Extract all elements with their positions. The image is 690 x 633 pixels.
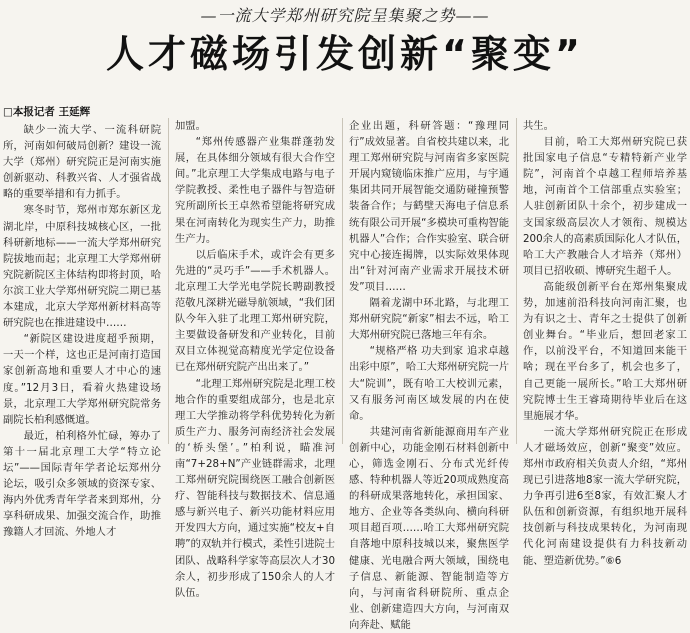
paragraph: 寒冬时节，郑州市郑东新区龙湖北岸，中原科技城核心区，一批科研新地标——一流大学郑州研究院拔地而起；北京理工大学郑州研究院新院区主体结构即将封顶，哈尔滨工业大学郑州研究院二期已基本建成，北京大学郑州新材料高等研究院也在推进建设中……	[3, 204, 161, 330]
article-column-4	[523, 118, 687, 567]
paragraph: “郑州传感器产业集群蓬勃发展，在具体细分领域有很大合作空间。”北京理工大学集成电路与电子学院教授、柔性电子器件与智造研究所副所长王卓然希望能将研究成果在河南转化为现实生产力，助推生产力。	[175, 136, 335, 245]
column-divider	[342, 118, 343, 444]
article-headline: 人才磁场引发创新“聚变”	[106, 32, 584, 76]
paragraph: 共建河南省新能源商用车产业创新中心，功能金刚石材料创新中心，筛选金刚石、分布式光纤传感、特种机器人等近20项成熟度高的科研成果落地转化，承担国家、地方、企业等各类纵向、横向科研项目超百项……哈工大郑州研究院自落地中原科技城以来，聚焦医学健康、光电融合两大领域，围绕电子信息、新能源、智能制造等方向，与河南省科研院所、重点企业、创新建造四大方向，与河南双向奔赴、赋能	[349, 425, 509, 631]
paragraph: 最近，柏利格外忙碌，筹办了第十一届北京理工大学“特立论坛”——国际青年学者论坛郑州分论坛，吸引众多领域的资深专家、海内外优秀青年学者来到郑州，分享科研成果、加强交流合作，助推豫籍人才回流、外地人才	[3, 429, 161, 539]
paragraph: 以后临床手术，或许会有更多先进的“灵巧手”——手术机器人。北京理工大学光电学院长聘副教授范敬凡深耕光磁导航领域，“我们团队今年入驻了北理工郑州研究院，主要做设备研发和产业转化，目前双目立体视觉高精度光学定位设备已在郑州研究院产出出来了。”	[175, 248, 335, 374]
paragraph: “新院区建设进度超乎预期，一天一个样，这也正是河南打造国家创新高地和重要人才中心的速度。”12月3日，看着火热建设场景，北京理工大学郑州研究院常务副院长柏利感慨道。	[3, 333, 161, 426]
paragraph: 加盟。	[175, 120, 206, 132]
article-column-3	[349, 118, 509, 631]
paragraph: 共生。	[523, 120, 554, 132]
paragraph: 缺少一流大学、一流科研院所，河南如何破局创新？建设一流大学（郑州）研究院正是河南实施创新驱动、科教兴省、人才强省战略的重要举措和有力抓手。	[3, 124, 161, 201]
column-divider	[168, 118, 169, 444]
column-divider	[516, 118, 517, 444]
article-column-2	[175, 118, 335, 599]
paragraph: 高能级创新平台在郑州集聚成势，加速前沿科技向河南汇聚，也为有识之士、青年之士提供了创新创业舞台。“毕业后，想回老家工作，以前没平台，不知道回来能干啥；现在平台多了，机会也多了，自己更能一展所长。”哈工大郑州研究院博士生王睿琦期待毕业后在这里施展才华。	[523, 280, 687, 422]
article-byline: □本报记者 王延辉	[3, 106, 91, 118]
paragraph: “规格严格 功夫到家 追求卓越 出彩中原”，哈工大郑州研究院一片大“院训”，既有哈工大校训元素，又有服务河南区域发展的内在使命。	[349, 345, 509, 422]
paragraph: 一流大学郑州研究院正在形成人才磁场效应，创新“聚变”效应。郑州市政府相关负责人介绍，“郑州现已引进落地8家一流大学研究院，力争再引进6至8家，有效汇聚人才队伍和创新资源，有组织地开展科技创新与科技成果转化，为河南现代化河南建设提供有力科技新动能、塑造新优势。”⑥6	[523, 425, 687, 567]
paragraph: 目前，哈工大郑州研究院已获批国家电子信息“专精特新产业学院”，河南首个卓越工程师培养基地，河南首个工信部重点实验室；人驻创新团队十余个，初步建成一支国家级高层次人才领衔、规模达200余人的高素质国际化人才队伍，哈工大产教融合人才培养（郑州）项目已招收硕、博研究生超千人。	[523, 136, 687, 277]
paragraph: “北理工郑州研究院是北理工校地合作的重要组成部分，也是北京理工大学推动将学科优势转化为新质生产力、服务河南经济社会发展的‘桥头堡’。”柏利说，瞄准河南“7+28+N”产业链群需求，北理工郑州研究院围绕医工融合创新医疗、智能科技与数据技术、信息通感与新兴电子、新兴功能材料应用开发四大方向，通过实施“校友+自聘”的双轨并行模式，柔性引进院士团队、战略科学家等高层次人才30余人，初步形成了150余人的人才队伍。	[175, 377, 335, 599]
article-subtitle: —一流大学郑州研究院呈集聚之势——	[200, 6, 490, 25]
paragraph: 隔着龙湖中环北路，与北理工郑州研究院“新家”相去不远，哈工大郑州研究院已落地三年有余。	[349, 297, 509, 342]
article-column-1	[3, 118, 161, 539]
paragraph: 企业出题，科研答题：“豫理同行”成效显著。自省校共建以来，北理工郑州研究院与河南省多家医院开展内窥镜临床推广应用，与宇通集团共同开展智能交通防碰撞预警装备合作；与鹤壁天海电子信息系统有限公司开展“多模块可重构智能机器人”合作；合作实验室、联合研究中心接连揭牌，以实际效果体现出“针对河南产业需求开展技术研发”项目……	[349, 120, 509, 293]
